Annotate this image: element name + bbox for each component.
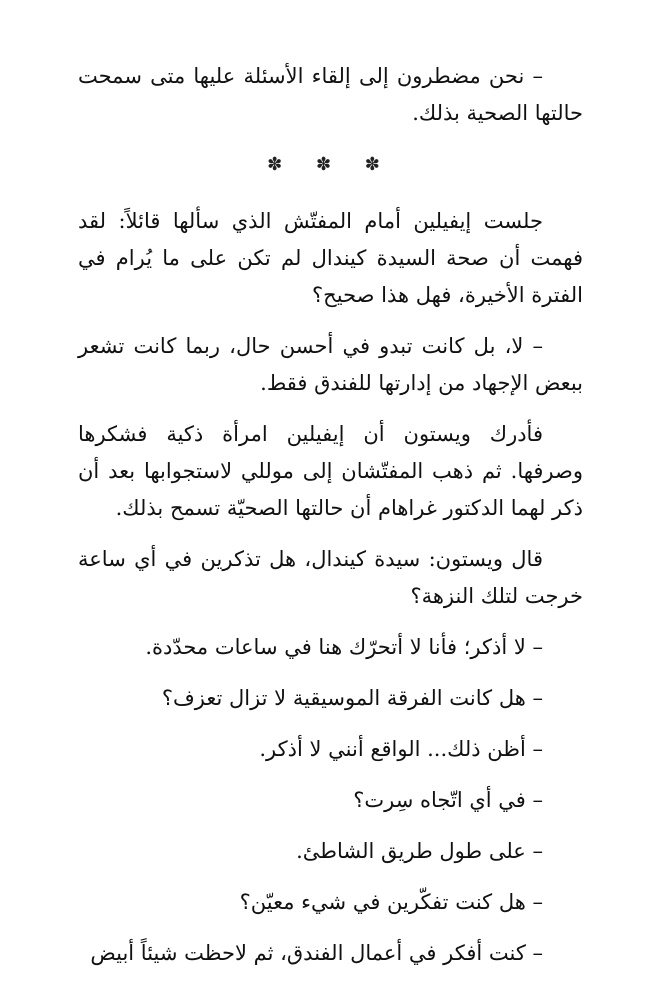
dialogue-line: – هل كانت الفرقة الموسيقية لا تزال تعزف؟ <box>161 686 543 710</box>
book-page <box>78 58 583 986</box>
dialogue-line: – أظن ذلك... الواقع أنني لا أذكر. <box>259 737 543 761</box>
section-separator: ✽ ✽ ✽ <box>267 154 394 175</box>
paragraph: – لا، بل كانت تبدو في أحسن حال، ربما كانت تشعر ببعض الإجهاد من إدارتها للفندق فقط. <box>78 334 583 395</box>
dialogue-line: – لا أذكر؛ فأنا لا أتحرّك هنا في ساعات محدّدة. <box>145 635 543 659</box>
paragraph: قال ويستون: سيدة كيندال، هل تذكرين في أي ساعة خرجت لتلك النزهة؟ <box>78 547 583 608</box>
paragraph: جلست إيفيلين أمام المفتّش الذي سألها قائلاً: لقد فهمت أن صحة السيدة كيندال لم تكن على ما يُرام في الفترة الأخيرة، فهل هذا صحيح؟ <box>78 209 583 307</box>
dialogue-line: – هل كنت تفكّرين في شيء معيّن؟ <box>239 890 543 914</box>
dialogue-line: – على طول طريق الشاطئ. <box>296 839 543 863</box>
paragraph: فأدرك ويستون أن إيفيلين امرأة ذكية فشكرها وصرفها. ثم ذهب المفتّشان إلى موللي لاستجوابها بعد أن ذكر لهما الدكتور غراهام أن حالتها الصحيّة تسمح بذلك. <box>78 422 583 520</box>
dialogue-line: – في أي اتّجاه سِرت؟ <box>353 788 543 812</box>
dialogue-line: – كنت أفكر في أعمال الفندق، ثم لاحظت شيئاً أبيض <box>90 941 543 965</box>
paragraph: – نحن مضطرون إلى إلقاء الأسئلة عليها متى سمحت حالتها الصحية بذلك. <box>78 64 583 125</box>
